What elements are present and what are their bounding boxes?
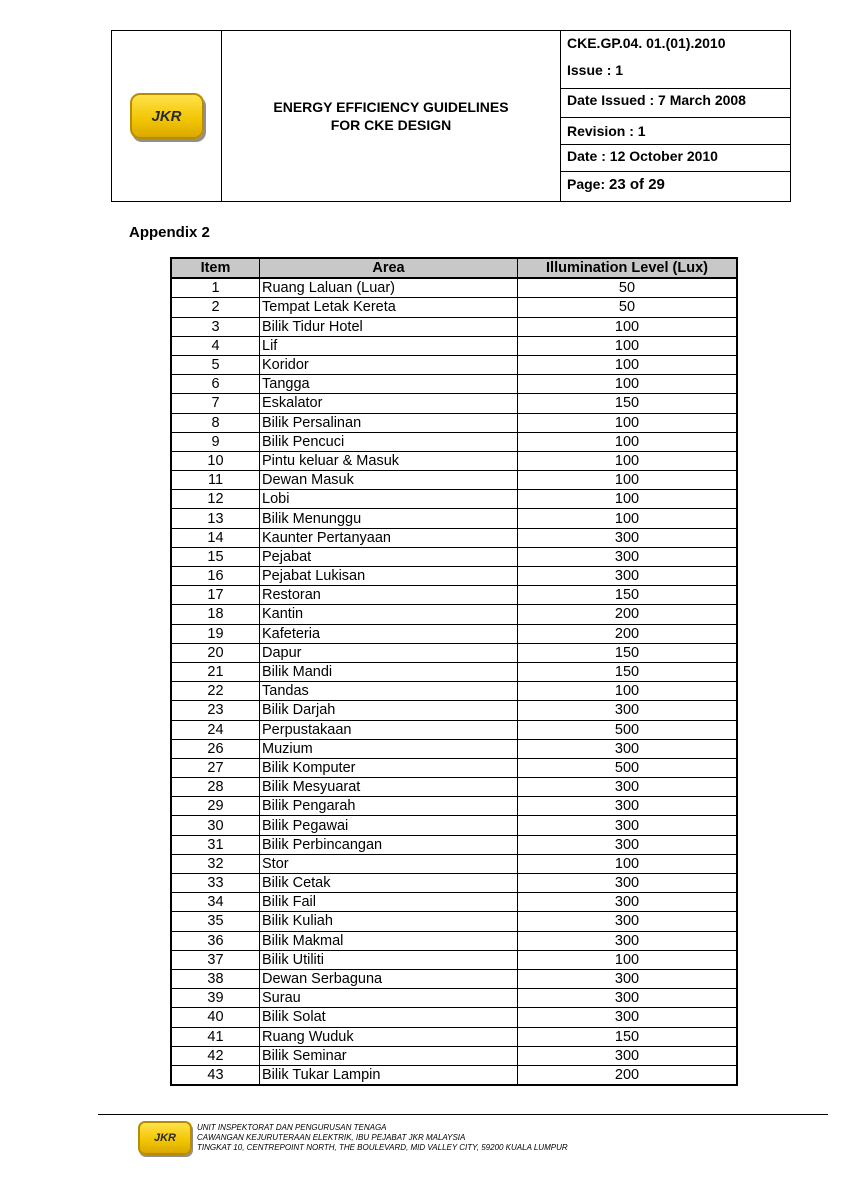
- illumination-level-cell: 500: [518, 720, 738, 739]
- table-row: [171, 758, 737, 777]
- item-number-cell: 38: [171, 969, 260, 988]
- item-number-cell: 41: [171, 1027, 260, 1046]
- table-row: [171, 1027, 737, 1046]
- illumination-level-cell: 100: [518, 336, 738, 355]
- area-name-cell: Bilik Pencuci: [260, 432, 518, 451]
- area-name-cell: Kantin: [260, 605, 518, 624]
- column-header-area: Area: [260, 258, 518, 278]
- table-row: [171, 969, 737, 988]
- illumination-level-cell: 100: [518, 490, 738, 509]
- table-row: [171, 547, 737, 566]
- area-name-cell: Bilik Komputer: [260, 758, 518, 777]
- area-name-cell: Bilik Fail: [260, 893, 518, 912]
- illumination-level-cell: 150: [518, 394, 738, 413]
- table-row: [171, 720, 737, 739]
- table-row: [171, 298, 737, 317]
- area-name-cell: Dewan Serbaguna: [260, 969, 518, 988]
- area-name-cell: Bilik Seminar: [260, 1046, 518, 1065]
- item-number-cell: 15: [171, 547, 260, 566]
- table-row: [171, 471, 737, 490]
- item-number-cell: 19: [171, 624, 260, 643]
- area-name-cell: Bilik Pegawai: [260, 816, 518, 835]
- area-name-cell: Muzium: [260, 739, 518, 758]
- area-name-cell: Bilik Cetak: [260, 874, 518, 893]
- area-name-cell: Bilik Pengarah: [260, 797, 518, 816]
- area-name-cell: Bilik Kuliah: [260, 912, 518, 931]
- table-row: [171, 1008, 737, 1027]
- doc-code: CKE.GP.04. 01.(01).2010: [567, 35, 726, 51]
- table-row: [171, 278, 737, 298]
- illumination-level-cell: 300: [518, 528, 738, 547]
- column-header-illumination: Illumination Level (Lux): [518, 258, 738, 278]
- illumination-level-cell: 100: [518, 355, 738, 374]
- illumination-level-cell: 150: [518, 643, 738, 662]
- table-row: [171, 662, 737, 681]
- illumination-level-cell: 300: [518, 931, 738, 950]
- illumination-level-cell: 100: [518, 471, 738, 490]
- issue-number: Issue : 1: [567, 62, 624, 78]
- document-title-line1: ENERGY EFFICIENCY GUIDELINES: [273, 99, 509, 115]
- illumination-level-cell: 100: [518, 509, 738, 528]
- table-row: [171, 624, 737, 643]
- item-number-cell: 18: [171, 605, 260, 624]
- footer-divider: [98, 1114, 828, 1115]
- illumination-level-cell: 200: [518, 605, 738, 624]
- revision-date: Date : 12 October 2010: [567, 148, 718, 164]
- area-name-cell: Pejabat Lukisan: [260, 567, 518, 586]
- illumination-level-cell: 300: [518, 989, 738, 1008]
- area-name-cell: Bilik Mesyuarat: [260, 778, 518, 797]
- area-name-cell: Kaunter Pertanyaan: [260, 528, 518, 547]
- page-number: 23 of 29: [609, 176, 665, 193]
- area-name-cell: Bilik Utiliti: [260, 950, 518, 969]
- table-row: [171, 854, 737, 873]
- illumination-level-cell: 100: [518, 375, 738, 394]
- table-row: [171, 816, 737, 835]
- item-number-cell: 29: [171, 797, 260, 816]
- footer-logo-wrap: [138, 1121, 192, 1155]
- column-header-item: Item: [171, 258, 260, 278]
- item-number-cell: 43: [171, 1065, 260, 1085]
- header-logo-cell: [112, 31, 222, 201]
- jkr-logo: [130, 93, 204, 139]
- illumination-level-cell: 200: [518, 1065, 738, 1085]
- table-row: [171, 432, 737, 451]
- table-row: [171, 413, 737, 432]
- item-number-cell: 5: [171, 355, 260, 374]
- area-name-cell: Ruang Wuduk: [260, 1027, 518, 1046]
- item-number-cell: 24: [171, 720, 260, 739]
- item-number-cell: 36: [171, 931, 260, 950]
- area-name-cell: Bilik Darjah: [260, 701, 518, 720]
- table-row: [171, 950, 737, 969]
- illumination-level-cell: 300: [518, 1008, 738, 1027]
- table-row: [171, 874, 737, 893]
- illumination-level-cell: 300: [518, 874, 738, 893]
- area-name-cell: Restoran: [260, 586, 518, 605]
- table-row: [171, 567, 737, 586]
- area-name-cell: Bilik Solat: [260, 1008, 518, 1027]
- table-row: [171, 701, 737, 720]
- illumination-level-cell: 150: [518, 586, 738, 605]
- document-meta: [561, 31, 790, 201]
- item-number-cell: 33: [171, 874, 260, 893]
- illumination-level-cell: 100: [518, 682, 738, 701]
- item-number-cell: 7: [171, 394, 260, 413]
- area-name-cell: Bilik Menunggu: [260, 509, 518, 528]
- item-number-cell: 21: [171, 662, 260, 681]
- area-name-cell: Tandas: [260, 682, 518, 701]
- area-name-cell: Pejabat: [260, 547, 518, 566]
- illumination-level-cell: 300: [518, 1046, 738, 1065]
- footer-line-3: TINGKAT 10, CENTREPOINT NORTH, THE BOULEVARD, MID VALLEY CITY, 59200 KUALA LUMPUR: [197, 1143, 568, 1152]
- illumination-level-cell: 300: [518, 816, 738, 835]
- item-number-cell: 10: [171, 451, 260, 470]
- table-row: [171, 835, 737, 854]
- table-row: [171, 643, 737, 662]
- table-row: [171, 605, 737, 624]
- footer-line-2: CAWANGAN KEJURUTERAAN ELEKTRIK, IBU PEJABAT JKR MALAYSIA: [197, 1133, 466, 1142]
- area-name-cell: Pintu keluar & Masuk: [260, 451, 518, 470]
- table-row: [171, 336, 737, 355]
- footer-jkr-logo: [138, 1121, 192, 1155]
- area-name-cell: Dapur: [260, 643, 518, 662]
- illumination-level-cell: 500: [518, 758, 738, 777]
- table-row: [171, 682, 737, 701]
- item-number-cell: 39: [171, 989, 260, 1008]
- area-name-cell: Ruang Laluan (Luar): [260, 278, 518, 298]
- item-number-cell: 14: [171, 528, 260, 547]
- illumination-level-cell: 150: [518, 1027, 738, 1046]
- table-row: [171, 1046, 737, 1065]
- table-row: [171, 394, 737, 413]
- area-name-cell: Perpustakaan: [260, 720, 518, 739]
- footer-line-1: UNIT INSPEKTORAT DAN PENGURUSAN TENAGA: [197, 1123, 387, 1132]
- area-name-cell: Kafeteria: [260, 624, 518, 643]
- illumination-level-cell: 300: [518, 778, 738, 797]
- area-name-cell: Tangga: [260, 375, 518, 394]
- item-number-cell: 6: [171, 375, 260, 394]
- document-title-line2: FOR CKE DESIGN: [330, 117, 452, 133]
- doc-code-issue-row: [561, 31, 790, 89]
- table-row: [171, 893, 737, 912]
- item-number-cell: 4: [171, 336, 260, 355]
- date-issued-row: [561, 89, 790, 118]
- revision-row: [561, 118, 790, 145]
- illumination-level-cell: 300: [518, 739, 738, 758]
- table-row: [171, 528, 737, 547]
- item-number-cell: 30: [171, 816, 260, 835]
- item-number-cell: 28: [171, 778, 260, 797]
- table-row: [171, 375, 737, 394]
- area-name-cell: Bilik Perbincangan: [260, 835, 518, 854]
- item-number-cell: 8: [171, 413, 260, 432]
- item-number-cell: 32: [171, 854, 260, 873]
- item-number-cell: 3: [171, 317, 260, 336]
- illumination-level-cell: 100: [518, 317, 738, 336]
- illumination-level-cell: 50: [518, 298, 738, 317]
- table-header-row: [171, 258, 737, 278]
- illumination-level-cell: 50: [518, 278, 738, 298]
- item-number-cell: 40: [171, 1008, 260, 1027]
- illumination-level-cell: 300: [518, 701, 738, 720]
- table-row: [171, 509, 737, 528]
- illumination-level-cell: 100: [518, 854, 738, 873]
- table-row: [171, 989, 737, 1008]
- revision: Revision : 1: [567, 123, 646, 139]
- jkr-logo-text: JKR: [151, 107, 182, 125]
- item-number-cell: 42: [171, 1046, 260, 1065]
- illumination-level-cell: 300: [518, 547, 738, 566]
- illumination-level-cell: 300: [518, 893, 738, 912]
- area-name-cell: Eskalator: [260, 394, 518, 413]
- area-name-cell: Tempat Letak Kereta: [260, 298, 518, 317]
- item-number-cell: 1: [171, 278, 260, 298]
- item-number-cell: 34: [171, 893, 260, 912]
- area-name-cell: Bilik Tukar Lampin: [260, 1065, 518, 1085]
- item-number-cell: 16: [171, 567, 260, 586]
- item-number-cell: 17: [171, 586, 260, 605]
- area-name-cell: Bilik Makmal: [260, 931, 518, 950]
- area-name-cell: Bilik Persalinan: [260, 413, 518, 432]
- area-name-cell: Bilik Tidur Hotel: [260, 317, 518, 336]
- area-name-cell: Surau: [260, 989, 518, 1008]
- table-row: [171, 778, 737, 797]
- table-row: [171, 739, 737, 758]
- item-number-cell: 27: [171, 758, 260, 777]
- page-label: Page:: [567, 176, 610, 192]
- area-name-cell: Lobi: [260, 490, 518, 509]
- footer-address: [197, 1123, 568, 1153]
- area-name-cell: Bilik Mandi: [260, 662, 518, 681]
- table-row: [171, 355, 737, 374]
- table-row: [171, 931, 737, 950]
- table-row: [171, 317, 737, 336]
- page-row: [561, 172, 790, 202]
- area-name-cell: Stor: [260, 854, 518, 873]
- area-name-cell: Lif: [260, 336, 518, 355]
- table-row: [171, 797, 737, 816]
- illumination-level-cell: 100: [518, 451, 738, 470]
- illumination-level-cell: 100: [518, 413, 738, 432]
- item-number-cell: 35: [171, 912, 260, 931]
- table-body: [171, 278, 737, 1085]
- item-number-cell: 20: [171, 643, 260, 662]
- illumination-level-cell: 200: [518, 624, 738, 643]
- item-number-cell: 13: [171, 509, 260, 528]
- item-number-cell: 12: [171, 490, 260, 509]
- item-number-cell: 37: [171, 950, 260, 969]
- illumination-level-cell: 300: [518, 835, 738, 854]
- table-row: [171, 586, 737, 605]
- table-row: [171, 490, 737, 509]
- table-row: [171, 1065, 737, 1085]
- item-number-cell: 22: [171, 682, 260, 701]
- item-number-cell: 23: [171, 701, 260, 720]
- footer-logo-text: JKR: [153, 1132, 176, 1144]
- item-number-cell: 11: [171, 471, 260, 490]
- illumination-level-cell: 100: [518, 950, 738, 969]
- item-number-cell: 26: [171, 739, 260, 758]
- item-number-cell: 9: [171, 432, 260, 451]
- item-number-cell: 31: [171, 835, 260, 854]
- illumination-level-cell: 150: [518, 662, 738, 681]
- document-title: [222, 31, 561, 201]
- appendix-title: Appendix 2: [129, 224, 210, 241]
- illumination-level-cell: 100: [518, 432, 738, 451]
- illumination-level-cell: 300: [518, 969, 738, 988]
- date-issued: Date Issued : 7 March 2008: [567, 92, 746, 108]
- area-name-cell: Dewan Masuk: [260, 471, 518, 490]
- illumination-level-cell: 300: [518, 567, 738, 586]
- table-row: [171, 912, 737, 931]
- area-name-cell: Koridor: [260, 355, 518, 374]
- document-header: [111, 30, 791, 202]
- table-row: [171, 451, 737, 470]
- date-row: [561, 145, 790, 172]
- item-number-cell: 2: [171, 298, 260, 317]
- illumination-table: [170, 257, 738, 1086]
- illumination-level-cell: 300: [518, 797, 738, 816]
- illumination-level-cell: 300: [518, 912, 738, 931]
